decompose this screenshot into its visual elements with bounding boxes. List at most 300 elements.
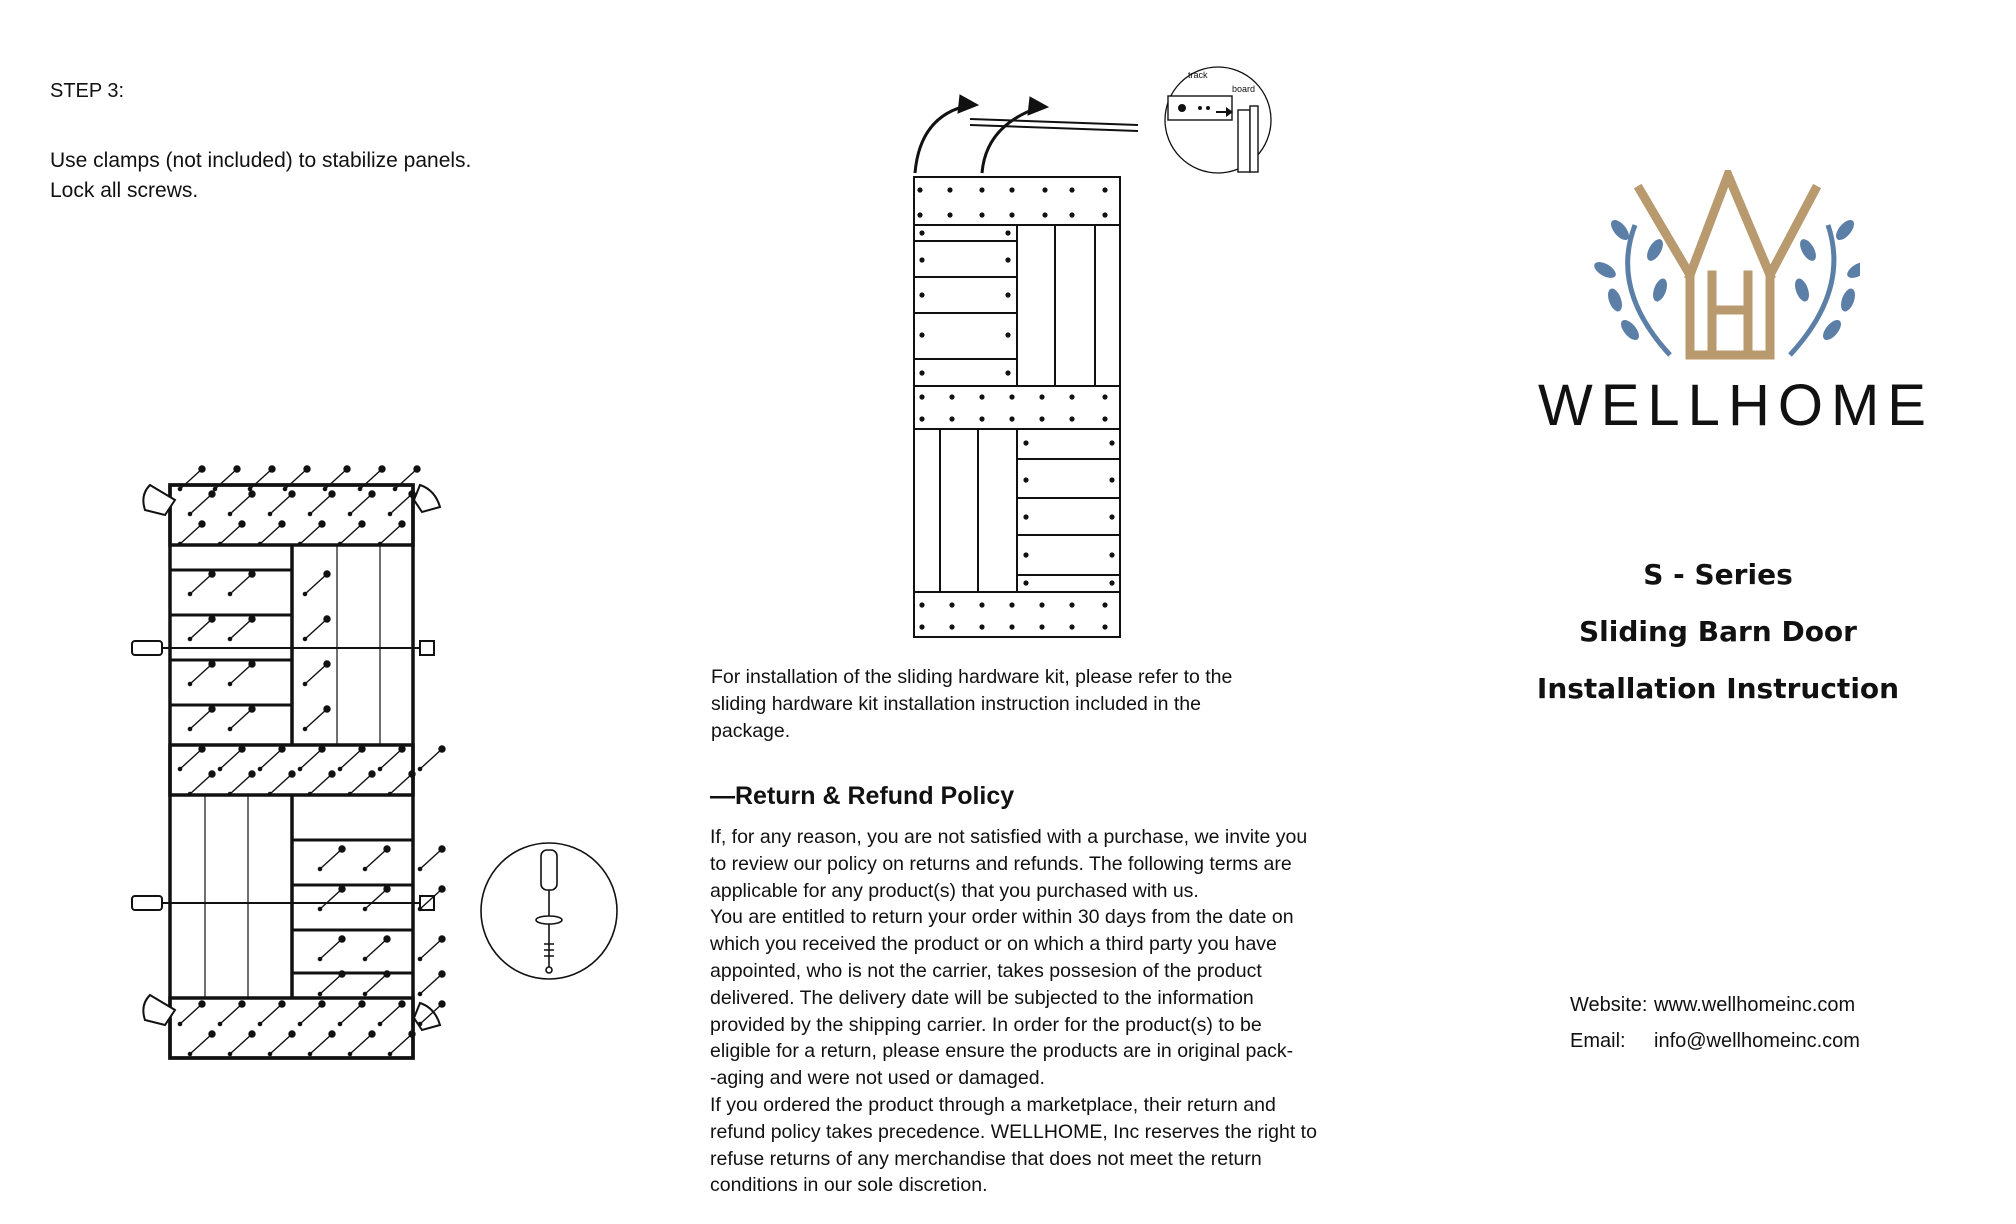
screw-head-icon bbox=[359, 521, 365, 527]
screw-icon bbox=[180, 749, 202, 769]
screw-hole bbox=[308, 792, 311, 795]
screw-icon bbox=[220, 749, 242, 769]
screw-icon bbox=[350, 494, 372, 514]
screw-icon bbox=[230, 1034, 252, 1054]
screw-icon bbox=[420, 974, 442, 994]
screw-dot bbox=[949, 624, 954, 629]
door-assembly-diagram bbox=[120, 455, 470, 1075]
screw-dot bbox=[1023, 580, 1028, 585]
screw-head-icon bbox=[319, 521, 325, 527]
policy-line: You are entitled to return your order within 30 days from the date on bbox=[710, 906, 1294, 929]
note-line: package. bbox=[711, 720, 791, 742]
screw-hole bbox=[418, 992, 421, 995]
screw-head-icon bbox=[439, 936, 445, 942]
screw-icon bbox=[350, 1034, 372, 1054]
policy-line: refuse returns of any merchandise that does not meet the return bbox=[710, 1147, 1262, 1170]
email-label: Email: bbox=[1570, 1030, 1626, 1052]
screw-hole bbox=[348, 1052, 351, 1055]
step-line-1: Use clamps (not included) to stabilize panels. bbox=[50, 149, 472, 172]
screw-hole bbox=[418, 1022, 421, 1025]
screw-dot bbox=[1102, 187, 1107, 192]
screw-dot bbox=[1009, 416, 1014, 421]
screw-head-icon bbox=[324, 616, 330, 622]
document-titles bbox=[1508, 558, 1928, 729]
screw-dot bbox=[919, 230, 924, 235]
screw-head-icon bbox=[209, 771, 215, 777]
leaf-icon bbox=[1820, 317, 1845, 343]
screw-hole bbox=[188, 592, 191, 595]
screw-head-icon bbox=[359, 1001, 365, 1007]
leaf-icon bbox=[1644, 237, 1666, 264]
screw-dot bbox=[979, 187, 984, 192]
screw-head-icon bbox=[249, 571, 255, 577]
screw-head-icon bbox=[324, 706, 330, 712]
screw-hole bbox=[318, 992, 321, 995]
screw-icon bbox=[320, 889, 342, 909]
screw-dot bbox=[979, 602, 984, 607]
screw-hole bbox=[348, 792, 351, 795]
screw-icon bbox=[300, 749, 322, 769]
screw-dot bbox=[1009, 212, 1014, 217]
screw-hole bbox=[338, 1022, 341, 1025]
step-description bbox=[50, 146, 570, 206]
screw-head-icon bbox=[249, 706, 255, 712]
screw-dot bbox=[1042, 212, 1047, 217]
board-edge bbox=[1238, 110, 1250, 172]
leaf-icon bbox=[1592, 259, 1619, 281]
screw-hole bbox=[318, 867, 321, 870]
screw-hole bbox=[363, 867, 366, 870]
policy-line: appointed, who is not the carrier, takes possesion of the product bbox=[710, 959, 1262, 982]
screw-icon bbox=[340, 1004, 362, 1024]
screw-icon bbox=[260, 1004, 282, 1024]
website-link[interactable]: www.wellhomeinc.com bbox=[1654, 994, 1856, 1016]
screw-dot bbox=[1023, 477, 1028, 482]
screw-head-icon bbox=[339, 936, 345, 942]
screw-dot bbox=[1023, 514, 1028, 519]
screw-dot bbox=[1005, 332, 1010, 337]
screw-dot bbox=[1039, 416, 1044, 421]
policy-line: to review our policy on returns and refunds. The following terms are bbox=[710, 852, 1292, 875]
screw-dot bbox=[919, 257, 924, 262]
screw-hole bbox=[228, 1052, 231, 1055]
email-row bbox=[1570, 1023, 1860, 1059]
screw-icon bbox=[270, 494, 292, 514]
screw-icon bbox=[380, 524, 402, 544]
screw-icon bbox=[300, 1004, 322, 1024]
screw-icon bbox=[390, 1034, 412, 1054]
bottom-rail bbox=[170, 998, 413, 1058]
screw-head-icon bbox=[279, 521, 285, 527]
screw-head-icon bbox=[329, 491, 335, 497]
screw-hole bbox=[318, 907, 321, 910]
track-label: track bbox=[1188, 70, 1208, 80]
screw-head-icon bbox=[324, 661, 330, 667]
screw-dot bbox=[979, 416, 984, 421]
wellhome-logo bbox=[1560, 170, 1860, 370]
screw-head-icon bbox=[439, 1001, 445, 1007]
screw-head-icon bbox=[409, 1031, 415, 1037]
screw-icon bbox=[190, 574, 212, 594]
screw-dot bbox=[1009, 187, 1014, 192]
screw-head-icon bbox=[209, 661, 215, 667]
screw-dot bbox=[919, 332, 924, 337]
note-line: sliding hardware kit installation instruction included in the bbox=[711, 693, 1201, 715]
screw-hole bbox=[258, 542, 261, 545]
policy-line: refund policy takes precedence. WELLHOME, Inc reserves the right to bbox=[710, 1120, 1317, 1143]
screw-head-icon bbox=[384, 971, 390, 977]
screw-head-icon bbox=[249, 1031, 255, 1037]
screw-hole bbox=[393, 487, 396, 490]
screw-dot bbox=[947, 187, 952, 192]
screw-dot bbox=[919, 292, 924, 297]
screw-dot bbox=[1109, 514, 1114, 519]
screw-icon bbox=[220, 1004, 242, 1024]
policy-title: —Return & Refund Policy bbox=[710, 782, 1015, 810]
screw-dot bbox=[1009, 394, 1014, 399]
policy-line: provided by the shipping carrier. In order for the product(s) to be bbox=[710, 1013, 1262, 1036]
screw-icon bbox=[220, 524, 242, 544]
screw-icon bbox=[365, 849, 387, 869]
screw-icon bbox=[350, 774, 372, 794]
screw-dot bbox=[1109, 552, 1114, 557]
screw-head-icon bbox=[384, 846, 390, 852]
website-row bbox=[1570, 987, 1860, 1023]
screw-head-icon bbox=[239, 1001, 245, 1007]
screw-hole bbox=[188, 792, 191, 795]
screw-dot bbox=[1042, 187, 1047, 192]
screw-dot bbox=[1102, 394, 1107, 399]
policy-line: delivered. The delivery date will be subjected to the information bbox=[710, 986, 1254, 1009]
screw-head-icon bbox=[329, 771, 335, 777]
screw-dot bbox=[1023, 440, 1028, 445]
screw-hole bbox=[188, 1052, 191, 1055]
screwdriver-handle bbox=[541, 850, 557, 890]
screw-icon bbox=[390, 494, 412, 514]
screw-dot bbox=[1069, 602, 1074, 607]
product-title: Sliding Barn Door bbox=[1579, 615, 1857, 648]
screw-icon bbox=[190, 774, 212, 794]
screw-head-icon bbox=[324, 571, 330, 577]
screw-hole bbox=[178, 767, 181, 770]
screw-hole bbox=[213, 487, 216, 490]
house-outline-icon bbox=[1640, 190, 1815, 355]
screw-dot bbox=[1023, 552, 1028, 557]
screw-hole bbox=[248, 487, 251, 490]
screw-hole bbox=[363, 957, 366, 960]
document-title: Installation Instruction bbox=[1536, 672, 1900, 705]
screw-hole bbox=[188, 682, 191, 685]
screw-head-icon bbox=[319, 746, 325, 752]
screw-head-icon bbox=[409, 491, 415, 497]
screw-hole bbox=[303, 682, 306, 685]
screw-icon bbox=[270, 1034, 292, 1054]
screw-hole bbox=[258, 1022, 261, 1025]
screw-head-icon bbox=[414, 466, 420, 472]
screw-icon bbox=[310, 1034, 332, 1054]
screw-hole bbox=[228, 512, 231, 515]
screw-head-icon bbox=[339, 886, 345, 892]
screw-icon bbox=[340, 749, 362, 769]
screw-dot bbox=[1102, 416, 1107, 421]
screw-head-icon bbox=[344, 466, 350, 472]
screw-hole bbox=[228, 637, 231, 640]
screw-hole bbox=[378, 1022, 381, 1025]
screw-dot bbox=[1069, 394, 1074, 399]
screw-hole bbox=[268, 512, 271, 515]
contact-info bbox=[1570, 987, 1860, 1059]
screw-head-icon bbox=[304, 466, 310, 472]
screw-icon bbox=[420, 749, 442, 769]
screw-head-icon bbox=[339, 971, 345, 977]
series-title: S - Series bbox=[1643, 558, 1793, 591]
screw-head-icon bbox=[439, 886, 445, 892]
screw-head-icon bbox=[269, 466, 275, 472]
screw-icon bbox=[310, 774, 332, 794]
screw-hole bbox=[188, 512, 191, 515]
screw-hole bbox=[178, 1022, 181, 1025]
screw-hole bbox=[363, 907, 366, 910]
screw-head-icon bbox=[399, 1001, 405, 1007]
policy-line: If you ordered the product through a marketplace, their return and bbox=[710, 1093, 1276, 1116]
screw-head-icon bbox=[199, 521, 205, 527]
screw-dot bbox=[919, 370, 924, 375]
screw-dot bbox=[1069, 187, 1074, 192]
screw-hole bbox=[418, 767, 421, 770]
screw-head-icon bbox=[289, 491, 295, 497]
screw-icon bbox=[180, 1004, 202, 1024]
screw-head-icon bbox=[409, 771, 415, 777]
screw-dot bbox=[1039, 624, 1044, 629]
screw-dot bbox=[1005, 230, 1010, 235]
screw-hole bbox=[303, 592, 306, 595]
email-link[interactable]: info@wellhomeinc.com bbox=[1654, 1030, 1860, 1052]
screw-head-icon bbox=[209, 571, 215, 577]
screw-dot bbox=[1069, 212, 1074, 217]
screw-head-icon bbox=[249, 491, 255, 497]
screw-icon bbox=[180, 524, 202, 544]
leaf-icon bbox=[1792, 277, 1811, 304]
screw-hole bbox=[228, 682, 231, 685]
screw-hole bbox=[188, 727, 191, 730]
screw-head-icon bbox=[234, 466, 240, 472]
step-line-2: Lock all screws. bbox=[50, 179, 199, 202]
screw-icon bbox=[320, 974, 342, 994]
track-board-detail bbox=[1160, 62, 1276, 178]
screw-hole bbox=[228, 792, 231, 795]
screw-head-icon bbox=[379, 466, 385, 472]
screw-icon bbox=[365, 889, 387, 909]
screw-hole bbox=[418, 957, 421, 960]
website-label: Website: bbox=[1570, 994, 1648, 1016]
screw-dot bbox=[1009, 624, 1014, 629]
screw-icon bbox=[380, 1004, 402, 1024]
screw-head-icon bbox=[439, 746, 445, 752]
screw-hole bbox=[308, 1052, 311, 1055]
screw-hole bbox=[418, 907, 421, 910]
screw-hole bbox=[358, 487, 361, 490]
screw-hole bbox=[228, 592, 231, 595]
leaf-icon bbox=[1650, 277, 1669, 304]
screw-hole bbox=[218, 767, 221, 770]
screw-hole bbox=[268, 1052, 271, 1055]
screw-head-icon bbox=[279, 746, 285, 752]
screw-dot bbox=[919, 602, 924, 607]
screw-icon bbox=[230, 494, 252, 514]
screw-head-icon bbox=[399, 746, 405, 752]
screw-dot bbox=[1109, 477, 1114, 482]
screw-head-icon bbox=[209, 616, 215, 622]
screw-head-icon bbox=[199, 466, 205, 472]
screw-head-icon bbox=[279, 1001, 285, 1007]
screw-head-icon bbox=[199, 746, 205, 752]
screw-icon bbox=[270, 774, 292, 794]
leaf-icon bbox=[1838, 287, 1857, 314]
screw-dot bbox=[1102, 212, 1107, 217]
policy-line: applicable for any product(s) that you purchased with us. bbox=[710, 879, 1199, 902]
screw-hole bbox=[188, 637, 191, 640]
screw-icon bbox=[305, 574, 327, 594]
board-label: board bbox=[1232, 84, 1256, 94]
screw-dot bbox=[1005, 292, 1010, 297]
screw-dot bbox=[1039, 394, 1044, 399]
screw-head-icon bbox=[209, 706, 215, 712]
screw-head-icon bbox=[289, 771, 295, 777]
screw-icon bbox=[230, 619, 252, 639]
screw-icon bbox=[365, 939, 387, 959]
screw-icon bbox=[320, 849, 342, 869]
screw-dot bbox=[917, 187, 922, 192]
screw-head-icon bbox=[239, 521, 245, 527]
policy-line: eligible for a return, please ensure the products are in original pack- bbox=[710, 1040, 1294, 1063]
screw-head-icon bbox=[209, 1031, 215, 1037]
screw-icon bbox=[230, 574, 252, 594]
hardware-kit-note bbox=[711, 664, 1311, 745]
policy-line: -aging and were not used or damaged. bbox=[710, 1067, 1045, 1090]
middle-rail bbox=[170, 745, 413, 795]
screw-icon bbox=[305, 664, 327, 684]
policy-line: conditions in our sole discretion. bbox=[710, 1174, 988, 1197]
leaf-icon bbox=[1845, 259, 1860, 281]
note-line: For installation of the sliding hardware kit, please refer to the bbox=[711, 666, 1233, 688]
screw-dot bbox=[917, 212, 922, 217]
screw-head-icon bbox=[439, 971, 445, 977]
screw-hole bbox=[298, 542, 301, 545]
screw-dot bbox=[979, 212, 984, 217]
policy-line: which you received the product or on which a third party you have bbox=[710, 933, 1277, 956]
screw-hole bbox=[218, 1022, 221, 1025]
screw-icon bbox=[390, 774, 412, 794]
door-front-diagram bbox=[900, 55, 1140, 645]
screw-head-icon bbox=[249, 661, 255, 667]
screw-hole bbox=[178, 487, 181, 490]
screw-dot bbox=[1009, 602, 1014, 607]
screw-head-icon bbox=[289, 1031, 295, 1037]
screw-hole bbox=[298, 1022, 301, 1025]
leaf-icon bbox=[1833, 217, 1858, 243]
screw-dot bbox=[1069, 624, 1074, 629]
screw-dot bbox=[1102, 624, 1107, 629]
screw-dot bbox=[919, 624, 924, 629]
screw-hole bbox=[318, 957, 321, 960]
screw-dot bbox=[919, 394, 924, 399]
screw-icon bbox=[420, 849, 442, 869]
screw-hole bbox=[258, 767, 261, 770]
screw-icon bbox=[230, 709, 252, 729]
screw-icon bbox=[190, 709, 212, 729]
screw-dot bbox=[1109, 440, 1114, 445]
screw-icon bbox=[230, 774, 252, 794]
screw-dot bbox=[1039, 602, 1044, 607]
screw-dot bbox=[979, 394, 984, 399]
screw-icon bbox=[380, 749, 402, 769]
screw-hole bbox=[303, 727, 306, 730]
leaf-icon bbox=[1605, 287, 1624, 314]
screw-hole bbox=[268, 792, 271, 795]
screw-icon bbox=[190, 619, 212, 639]
screw-head-icon bbox=[199, 1001, 205, 1007]
screw-head-icon bbox=[369, 491, 375, 497]
screw-hole bbox=[363, 992, 366, 995]
policy-body bbox=[710, 824, 1350, 1199]
policy-line: If, for any reason, you are not satisfied with a purchase, we invite you bbox=[710, 826, 1308, 848]
screw-head-icon bbox=[369, 1031, 375, 1037]
screw-dot bbox=[949, 416, 954, 421]
leaf-icon bbox=[1618, 317, 1643, 343]
screw-head-icon bbox=[359, 746, 365, 752]
screw-dot bbox=[1102, 602, 1107, 607]
screw-icon bbox=[190, 1034, 212, 1054]
brand-name: WELLHOME bbox=[1538, 373, 1934, 438]
screw-hole bbox=[378, 767, 381, 770]
screw-hole bbox=[303, 637, 306, 640]
screw-head-icon bbox=[369, 771, 375, 777]
screw-icon bbox=[365, 974, 387, 994]
screw-icon bbox=[260, 524, 282, 544]
screwdriver-detail bbox=[478, 840, 620, 982]
screw-head-icon bbox=[384, 886, 390, 892]
screw-dot bbox=[1109, 580, 1114, 585]
screw-dot bbox=[949, 394, 954, 399]
screw-icon bbox=[310, 494, 332, 514]
screw-dot bbox=[947, 212, 952, 217]
screw-hole bbox=[338, 767, 341, 770]
screw-hole bbox=[378, 542, 381, 545]
screw-icon bbox=[305, 709, 327, 729]
screw-hole bbox=[388, 1052, 391, 1055]
screw-icon bbox=[230, 664, 252, 684]
leaf-icon bbox=[1797, 237, 1819, 264]
screw-dot bbox=[979, 624, 984, 629]
screw-dot bbox=[1005, 370, 1010, 375]
screw-hole bbox=[388, 512, 391, 515]
screw-hole bbox=[308, 512, 311, 515]
screw-icon bbox=[260, 749, 282, 769]
screw-dot bbox=[1005, 257, 1010, 262]
step-title: STEP 3: bbox=[50, 80, 125, 102]
screw-head-icon bbox=[339, 846, 345, 852]
screw-icon bbox=[320, 939, 342, 959]
screw-head-icon bbox=[239, 746, 245, 752]
screw-icon bbox=[420, 939, 442, 959]
screw-head-icon bbox=[319, 1001, 325, 1007]
screw-hole bbox=[323, 487, 326, 490]
screw-hole bbox=[338, 542, 341, 545]
screw-dot bbox=[919, 416, 924, 421]
screw-icon bbox=[340, 524, 362, 544]
screw-dot bbox=[949, 602, 954, 607]
screw-head-icon bbox=[209, 491, 215, 497]
